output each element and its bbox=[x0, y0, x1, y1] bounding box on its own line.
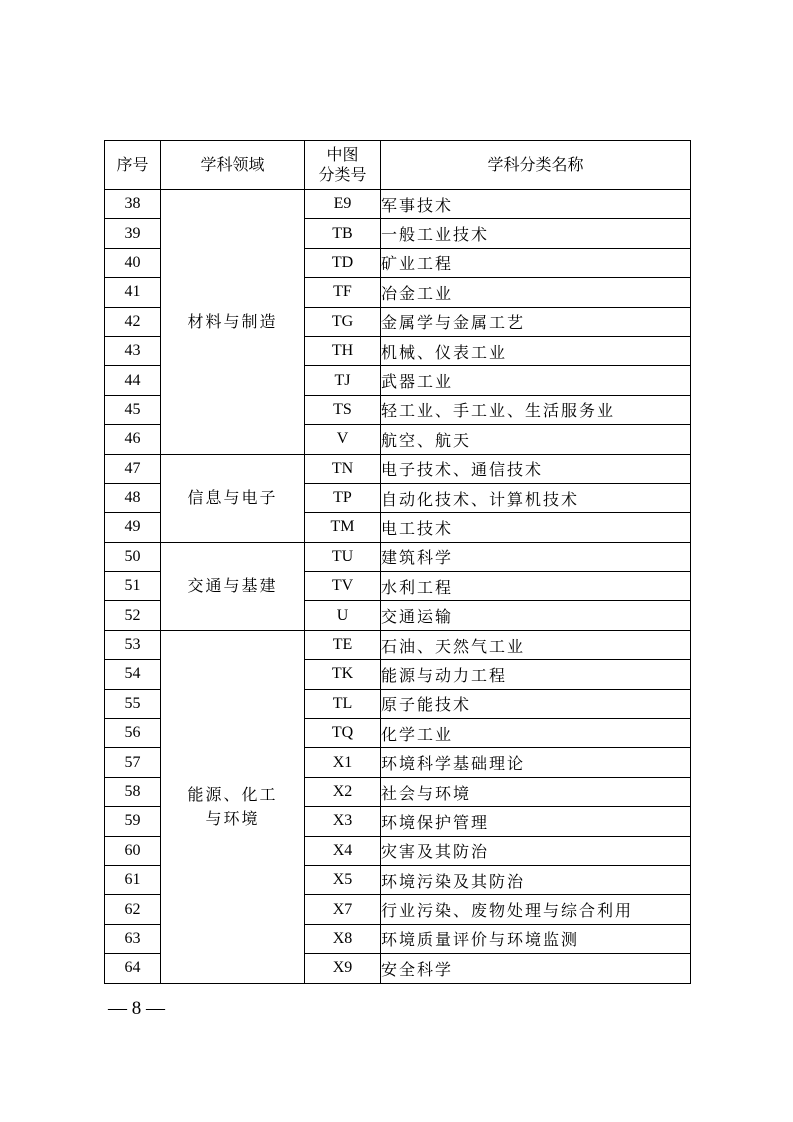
row-index: 40 bbox=[105, 248, 161, 277]
classification-code: TB bbox=[305, 219, 381, 248]
field-label: 材料与制造 bbox=[187, 311, 278, 331]
field-label: 与环境 bbox=[205, 808, 260, 828]
row-index: 60 bbox=[105, 836, 161, 865]
classification-code: TN bbox=[305, 454, 381, 483]
row-index: 56 bbox=[105, 719, 161, 748]
header-name: 学科分类名称 bbox=[381, 141, 691, 190]
page-number: — 8 — bbox=[108, 998, 165, 1019]
classification-name: 冶金工业 bbox=[381, 278, 691, 307]
classification-code: TU bbox=[305, 542, 381, 571]
classification-name: 石油、天然气工业 bbox=[381, 630, 691, 659]
classification-code: TV bbox=[305, 572, 381, 601]
row-index: 62 bbox=[105, 895, 161, 924]
classification-name: 社会与环境 bbox=[381, 777, 691, 806]
classification-name: 金属学与金属工艺 bbox=[381, 307, 691, 336]
row-index: 52 bbox=[105, 601, 161, 630]
row-index: 41 bbox=[105, 278, 161, 307]
row-index: 55 bbox=[105, 689, 161, 718]
classification-code: X4 bbox=[305, 836, 381, 865]
field-cell bbox=[161, 454, 305, 542]
classification-name: 矿业工程 bbox=[381, 248, 691, 277]
classification-code: X1 bbox=[305, 748, 381, 777]
classification-name: 环境科学基础理论 bbox=[381, 748, 691, 777]
classification-code: TG bbox=[305, 307, 381, 336]
classification-code: TJ bbox=[305, 366, 381, 395]
row-index: 63 bbox=[105, 924, 161, 953]
field-label: 信息与电子 bbox=[187, 488, 278, 508]
classification-name: 环境污染及其防治 bbox=[381, 865, 691, 894]
row-index: 43 bbox=[105, 336, 161, 365]
header-code-line2: 分类号 bbox=[318, 165, 367, 184]
classification-code: X8 bbox=[305, 924, 381, 953]
classification-code: V bbox=[305, 425, 381, 454]
classification-name: 机械、仪表工业 bbox=[381, 336, 691, 365]
classification-name: 环境保护管理 bbox=[381, 807, 691, 836]
row-index: 46 bbox=[105, 425, 161, 454]
row-index: 59 bbox=[105, 807, 161, 836]
classification-code: TD bbox=[305, 248, 381, 277]
row-index: 51 bbox=[105, 572, 161, 601]
classification-name: 轻工业、手工业、生活服务业 bbox=[381, 395, 691, 424]
classification-name: 建筑科学 bbox=[381, 542, 691, 571]
classification-code: TL bbox=[305, 689, 381, 718]
classification-name: 原子能技术 bbox=[381, 689, 691, 718]
field-cell bbox=[161, 542, 305, 630]
row-index: 58 bbox=[105, 777, 161, 806]
classification-name: 安全科学 bbox=[381, 954, 691, 983]
table-body bbox=[105, 190, 691, 984]
table-header-row bbox=[105, 141, 691, 190]
row-index: 39 bbox=[105, 219, 161, 248]
classification-code: X9 bbox=[305, 954, 381, 983]
classification-name: 一般工业技术 bbox=[381, 219, 691, 248]
classification-code: TF bbox=[305, 278, 381, 307]
row-index: 45 bbox=[105, 395, 161, 424]
row-index: 48 bbox=[105, 483, 161, 512]
field-label: 交通与基建 bbox=[187, 576, 278, 596]
classification-name: 航空、航天 bbox=[381, 425, 691, 454]
classification-name: 水利工程 bbox=[381, 572, 691, 601]
table-row bbox=[105, 630, 691, 659]
classification-name: 环境质量评价与环境监测 bbox=[381, 924, 691, 953]
row-index: 57 bbox=[105, 748, 161, 777]
row-index: 64 bbox=[105, 954, 161, 983]
row-index: 49 bbox=[105, 513, 161, 542]
classification-code: TM bbox=[305, 513, 381, 542]
table-row bbox=[105, 190, 691, 219]
field-cell bbox=[161, 630, 305, 983]
header-code bbox=[305, 141, 381, 190]
row-index: 38 bbox=[105, 190, 161, 219]
header-index: 序号 bbox=[105, 141, 161, 190]
classification-code: TQ bbox=[305, 719, 381, 748]
classification-name: 交通运输 bbox=[381, 601, 691, 630]
row-index: 53 bbox=[105, 630, 161, 659]
classification-name: 能源与动力工程 bbox=[381, 660, 691, 689]
classification-code: X7 bbox=[305, 895, 381, 924]
classification-code: X2 bbox=[305, 777, 381, 806]
row-index: 47 bbox=[105, 454, 161, 483]
header-field: 学科领域 bbox=[161, 141, 305, 190]
classification-name: 电工技术 bbox=[381, 513, 691, 542]
classification-name: 行业污染、废物处理与综合利用 bbox=[381, 895, 691, 924]
classification-name: 灾害及其防治 bbox=[381, 836, 691, 865]
classification-code: TH bbox=[305, 336, 381, 365]
row-index: 50 bbox=[105, 542, 161, 571]
classification-name: 武器工业 bbox=[381, 366, 691, 395]
classification-code: TP bbox=[305, 483, 381, 512]
classification-code: X5 bbox=[305, 865, 381, 894]
field-label: 能源、化工 bbox=[187, 784, 278, 804]
row-index: 61 bbox=[105, 865, 161, 894]
classification-code: TE bbox=[305, 630, 381, 659]
classification-code: X3 bbox=[305, 807, 381, 836]
classification-code: U bbox=[305, 601, 381, 630]
row-index: 54 bbox=[105, 660, 161, 689]
field-cell bbox=[161, 190, 305, 455]
table-row bbox=[105, 454, 691, 483]
classification-code: TS bbox=[305, 395, 381, 424]
subject-classification-table bbox=[104, 140, 691, 984]
classification-name: 军事技术 bbox=[381, 190, 691, 219]
classification-code: TK bbox=[305, 660, 381, 689]
table-row bbox=[105, 542, 691, 571]
classification-code: E9 bbox=[305, 190, 381, 219]
row-index: 42 bbox=[105, 307, 161, 336]
row-index: 44 bbox=[105, 366, 161, 395]
classification-name: 电子技术、通信技术 bbox=[381, 454, 691, 483]
header-code-line1: 中图 bbox=[326, 145, 359, 164]
classification-name: 化学工业 bbox=[381, 719, 691, 748]
classification-name: 自动化技术、计算机技术 bbox=[381, 483, 691, 512]
